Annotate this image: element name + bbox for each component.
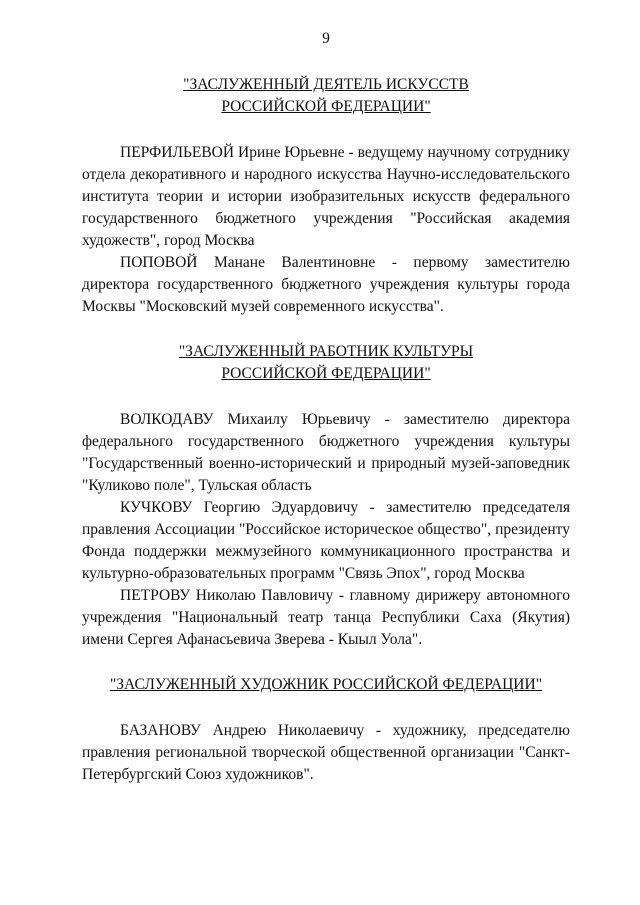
section-title-line: "ЗАСЛУЖЕННЫЙ РАБОТНИК КУЛЬТУРЫ — [178, 343, 474, 360]
award-entry: БАЗАНОВУ Андрею Николаевичу - художнику, председателю правления региональной творческой общественной организации "Санкт-Петербургский Союз художников". — [82, 722, 570, 783]
section-title-line: "ЗАСЛУЖЕННЫЙ ХУДОЖНИК РОССИЙСКОЙ ФЕДЕРАЦИИ" — [109, 676, 543, 693]
document-page — [82, 28, 570, 786]
award-entry: ПЕРФИЛЬЕВОЙ Ирине Юрьевне - ведущему научному сотруднику отдела декоративного и народного искусства Научно-исследовательского института теории и истории изобразительных искусств федерального государственного бюджетного учреждения "Российская академия художеств", город Москва — [82, 144, 570, 249]
section-title-line: РОССИЙСКОЙ ФЕДЕРАЦИИ" — [221, 365, 431, 382]
page-number: 9 — [322, 30, 330, 47]
section-title-line: РОССИЙСКОЙ ФЕДЕРАЦИИ" — [221, 98, 431, 115]
section-honored-art-worker — [82, 74, 570, 118]
award-entry: ПОПОВОЙ Манане Валентиновне - первому заместителю директора государственного бюджетного учреждения культуры города Москвы "Московский музей современного искусства". — [82, 254, 570, 315]
award-entry: КУЧКОВУ Георгию Эдуардовичу - заместителю председателя правления Ассоциации "Российское историческое общество", президенту Фонда поддержки межмузейного коммуникационного пространства и культурно-образовательных программ "Связь Эпох", город Москва — [82, 499, 570, 582]
award-entry: ВОЛКОДАВУ Михаилу Юрьевичу - заместителю директора федерального государственного бюджетного учреждения культуры "Государственный военно-исторический и природный музей-заповедник "Куликово поле", Тульская область — [82, 411, 570, 494]
section-title-line: "ЗАСЛУЖЕННЫЙ ДЕЯТЕЛЬ ИСКУССТВ — [183, 76, 469, 93]
section-honored-culture-worker — [82, 341, 570, 385]
award-entry: ПЕТРОВУ Николаю Павловичу - главному дирижеру автономного учреждения "Национальный театр танца Республики Саха (Якутия) имени Сергея Афанасьевича Зверева - Кыыл Уола". — [82, 587, 570, 648]
section-honored-artist — [82, 674, 570, 696]
